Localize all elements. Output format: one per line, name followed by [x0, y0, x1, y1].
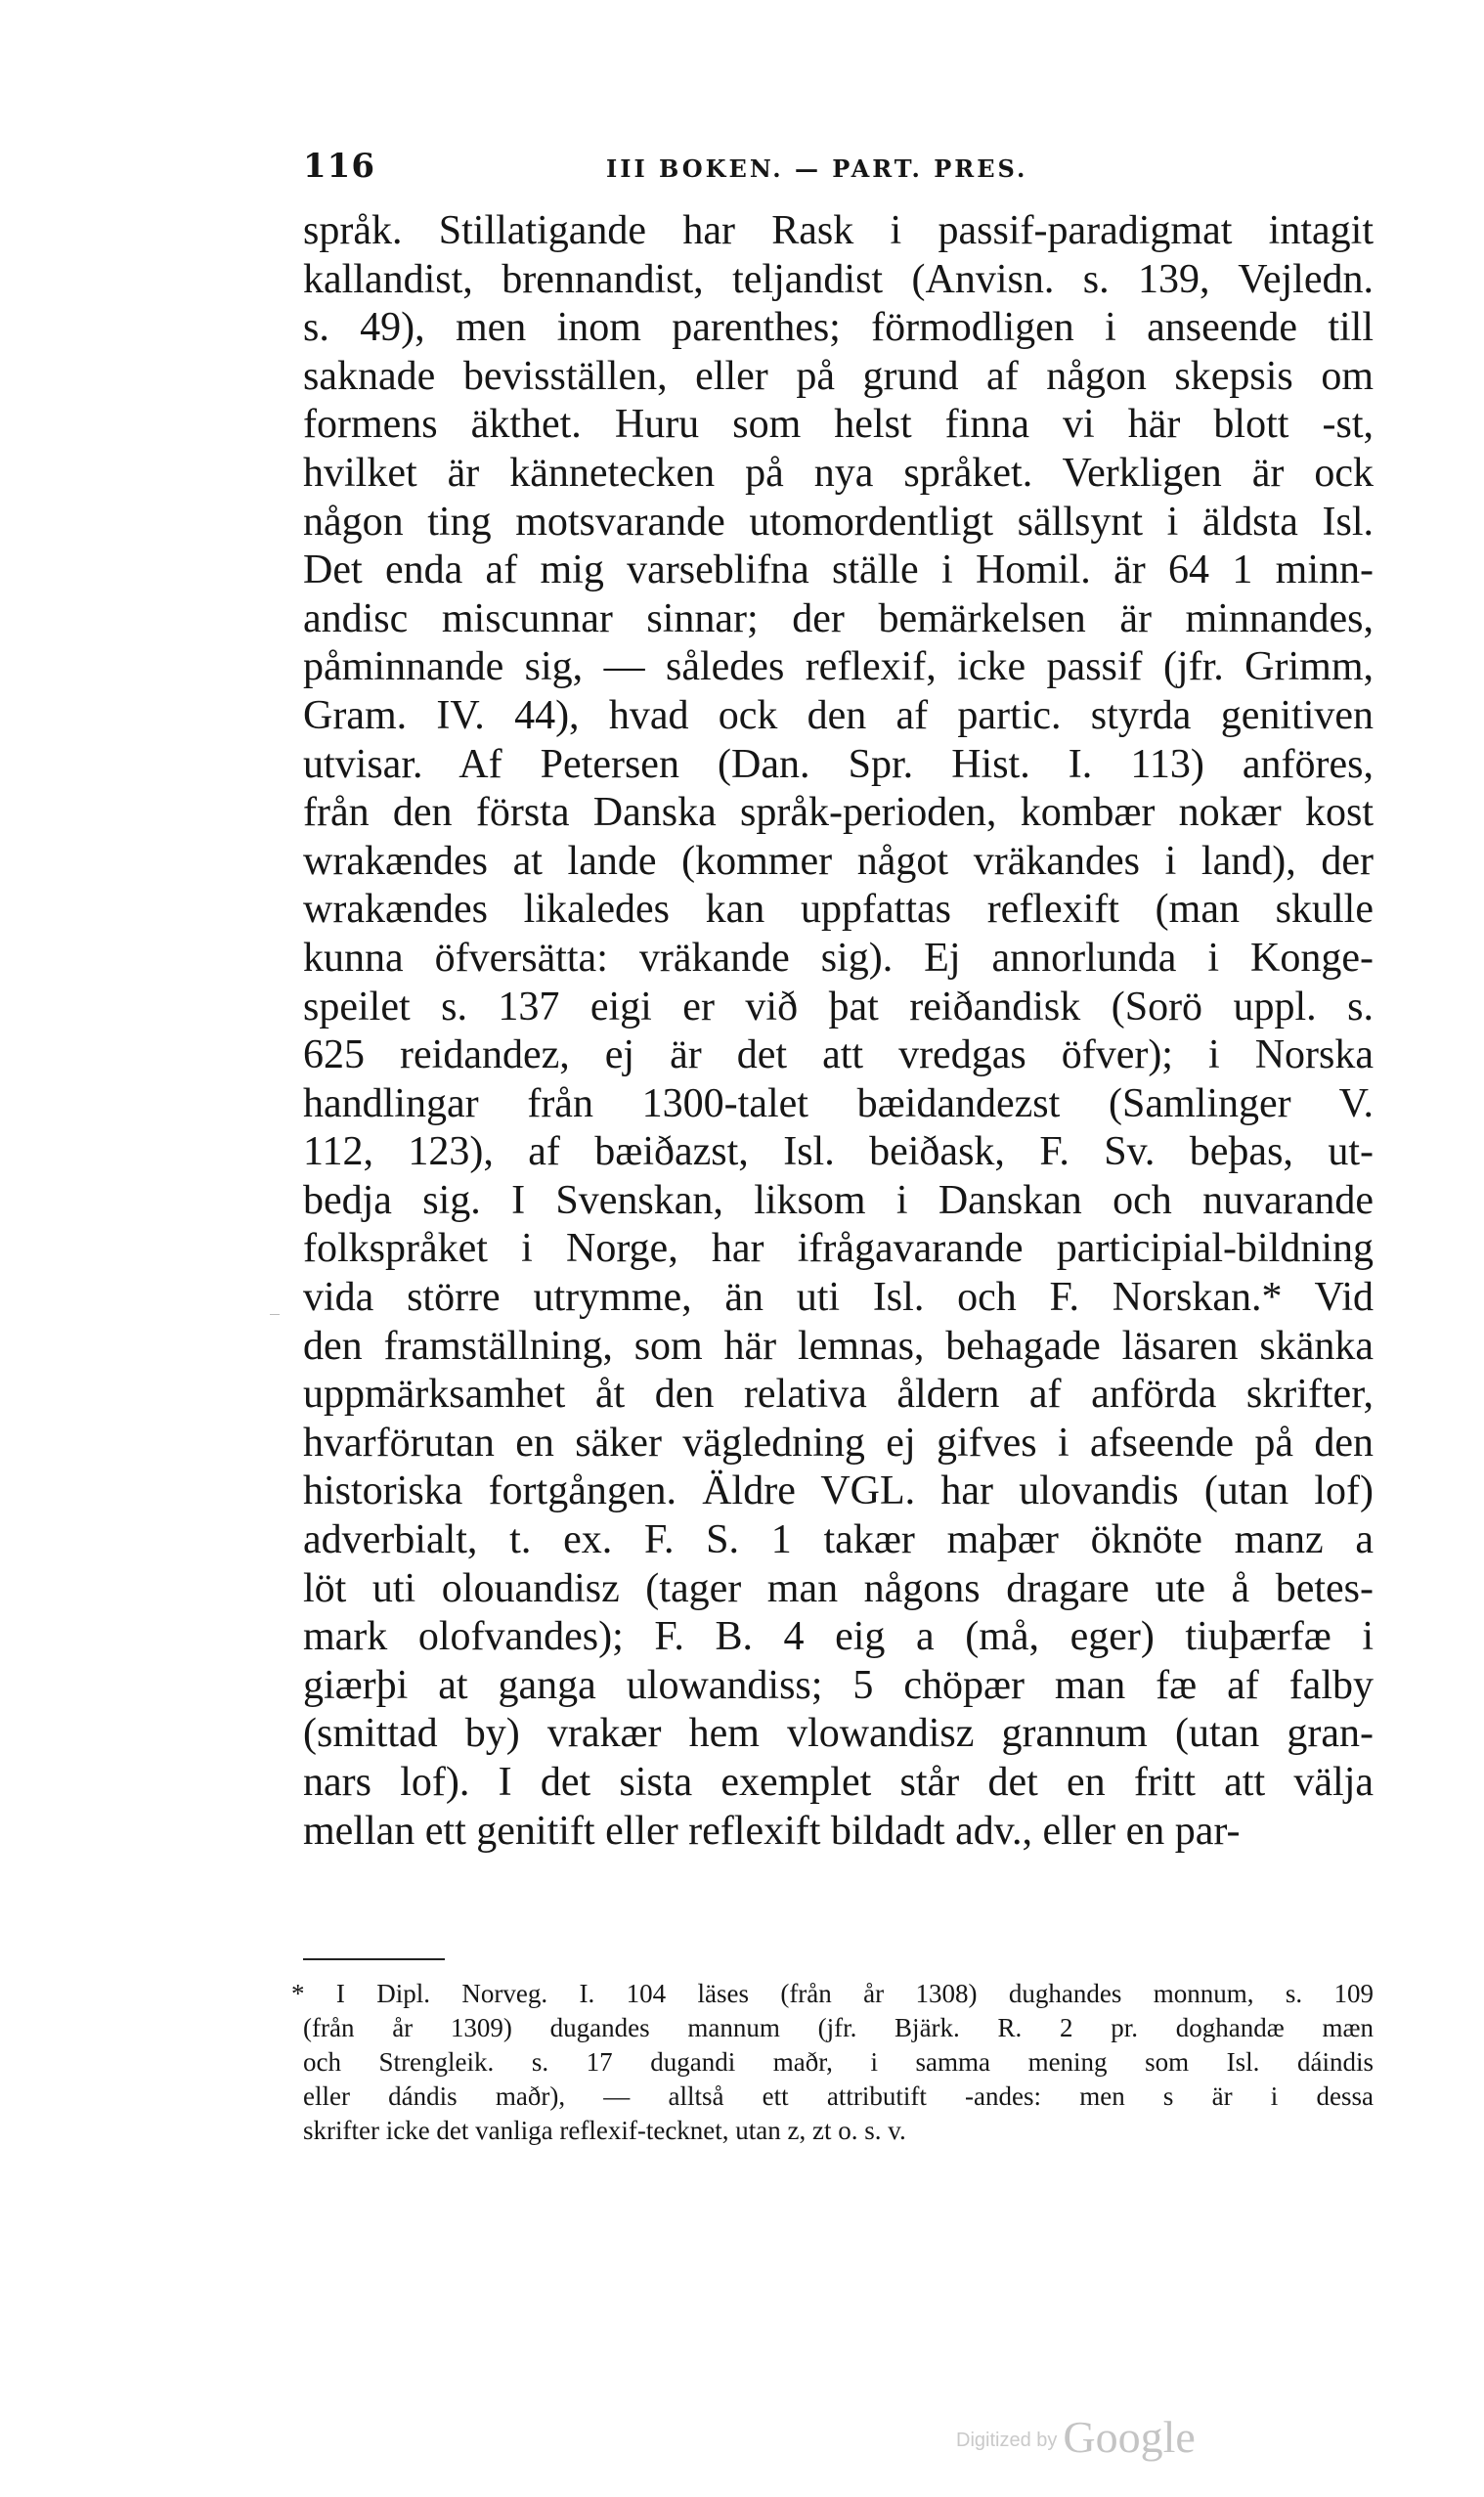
- body-line: påminnande sig, — således reflexif, icke passif (jfr. Grimm,: [303, 644, 1374, 690]
- footnote-rule: [303, 1958, 445, 1960]
- body-line: löt uti olouandisz (tager man någons dragare ute å betes-: [303, 1565, 1374, 1611]
- body-line: bedja sig. I Svenskan, liksom i Danskan och nuvarande: [303, 1177, 1374, 1223]
- footnote-line: * I Dipl. Norveg. I. 104 läses (från år 1308) dughandes monnum, s. 109: [291, 1979, 1374, 2008]
- body-text: [303, 207, 1374, 1856]
- body-line: 112, 123), af bæiðazst, Isl. beiðask, F. Sv. beþas, ut-: [303, 1129, 1374, 1175]
- watermark-prefix: Digitized by: [956, 2430, 1058, 2451]
- page-header: [303, 147, 1378, 186]
- footnote-line: eller dándis maðr), — alltså ett attributift -andes: men s är i dessa: [303, 2081, 1374, 2111]
- body-line: (smittad by) vrakær hem vlowandisz grannum (utan gran-: [303, 1711, 1374, 1757]
- body-line: uppmärksamhet åt den relativa åldern af anförda skrifter,: [303, 1372, 1374, 1418]
- body-line: wrakændes likaledes kan uppfattas reflexift (man skulle: [303, 887, 1374, 933]
- body-line: folkspråket i Norge, har ifrågavarande participial-bildning: [303, 1226, 1374, 1272]
- body-line: adverbialt, t. ex. F. S. 1 takær maþær öknöte manz a: [303, 1517, 1374, 1563]
- body-line: kunna öfversätta: vräkande sig). Ej annorlunda i Konge-: [303, 935, 1374, 981]
- body-line: handlingar från 1300-talet bæidandezst (Samlinger V.: [303, 1080, 1374, 1126]
- body-line: s. 49), men inom parenthes; förmodligen i anseende till: [303, 305, 1374, 351]
- body-line: speilet s. 137 eigi er við þat reiðandisk (Sorö uppl. s.: [303, 984, 1374, 1029]
- body-line: den framställning, som här lemnas, behagade läsaren skänka: [303, 1323, 1374, 1369]
- footnote-line: och Strengleik. s. 17 dugandi maðr, i samma mening som Isl. dáindis: [303, 2047, 1374, 2077]
- digitized-watermark: [956, 2411, 1196, 2470]
- body-line: giærþi at ganga ulowandiss; 5 chöpær man fæ af falby: [303, 1662, 1374, 1708]
- body-line: Gram. IV. 44), hvad ock den af partic. styrda genitiven: [303, 692, 1374, 738]
- body-line: hvilket är kännetecken på nya språket. Verkligen är ock: [303, 450, 1374, 496]
- body-line: från den första Danska språk-perioden, kombær nokær kost: [303, 790, 1374, 836]
- footnote-line: skrifter icke det vanliga reflexif-tecknet, utan z, zt o. s. v.: [303, 2116, 906, 2145]
- google-logo: Google: [1063, 2412, 1196, 2462]
- body-line: någon ting motsvarande utomordentligt sällsynt i äldsta Isl.: [303, 499, 1374, 545]
- body-line: kallandist, brennandist, teljandist (Anvisn. s. 139, Vejledn.: [303, 256, 1374, 302]
- body-line: mark olofvandes); F. B. 4 eig a (må, eger) tiuþærfæ i: [303, 1614, 1374, 1660]
- body-line: wrakændes at lande (kommer något vräkandes i land), der: [303, 838, 1374, 884]
- running-head: III BOKEN. — PART. PRES.: [606, 154, 1028, 183]
- margin-mark: [270, 1314, 280, 1315]
- body-line: historiska fortgången. Äldre VGL. har ulovandis (utan lof): [303, 1468, 1374, 1514]
- body-line: hvarförutan en säker vägledning ej gifves i afseende på den: [303, 1420, 1374, 1466]
- body-line: vida större utrymme, än uti Isl. och F. Norskan.* Vid: [303, 1275, 1374, 1321]
- body-line: nars lof). I det sista exemplet står det en fritt att välja: [303, 1760, 1374, 1805]
- page-number: 116: [303, 147, 375, 186]
- footnote: [291, 1977, 1374, 2148]
- body-line: utvisar. Af Petersen (Dan. Spr. Hist. I. 113) anföres,: [303, 741, 1374, 787]
- body-line: 625 reidandez, ej är det att vredgas öfver); i Norska: [303, 1032, 1374, 1078]
- body-line: saknade bevisställen, eller på grund af någon skepsis om: [303, 353, 1374, 399]
- body-line: mellan ett genitift eller reflexift bildadt adv., eller en par-: [303, 1808, 1241, 1854]
- footnote-line: (från år 1309) dugandes mannum (jfr. Bjärk. R. 2 pr. doghandæ mæn: [303, 2013, 1374, 2042]
- body-line: andisc miscunnar sinnar; der bemärkelsen är minnandes,: [303, 595, 1374, 641]
- body-line: Det enda af mig varseblifna ställe i Homil. är 64 1 minn-: [303, 548, 1374, 593]
- body-line: språk. Stillatigande har Rask i passif-paradigmat intagit: [303, 208, 1374, 253]
- body-line: formens äkthet. Huru som helst finna vi här blott -st,: [303, 402, 1374, 448]
